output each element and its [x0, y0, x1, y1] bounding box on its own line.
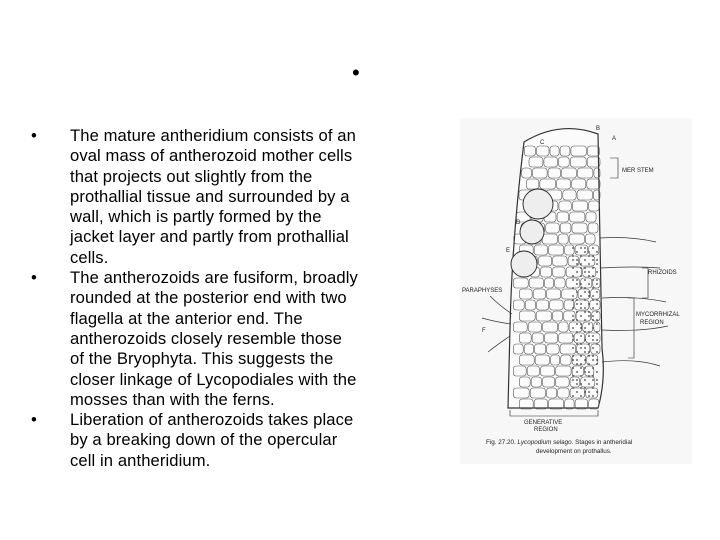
bullet-line: rounded at the posterior end with two — [70, 288, 347, 308]
fungal-dot — [588, 271, 590, 273]
fungal-dot — [584, 327, 586, 329]
fungal-dot — [580, 335, 582, 337]
bullet-line: oval mass of antherozoid mother cells — [70, 146, 353, 166]
fungal-dot — [588, 251, 590, 253]
fungal-dot — [580, 307, 582, 309]
bullet-item-antherozoids — [28, 268, 428, 410]
fungal-dot — [596, 283, 598, 285]
fungal-dot — [596, 299, 598, 301]
fungal-dot — [592, 379, 594, 381]
fungal-dot — [588, 283, 590, 285]
fungal-dot — [588, 295, 590, 297]
bullet-line: wall, which is partly formed by the — [70, 207, 322, 227]
bullet-line: The antherozoids are fusiform, broadly — [70, 268, 358, 288]
caption-species: Lycopodium selago. — [517, 439, 574, 446]
lycopodium-diagram — [460, 118, 692, 464]
antheridium-e — [511, 251, 537, 277]
fungal-dot — [572, 359, 574, 361]
fungal-dot — [576, 299, 578, 301]
fungal-dot — [584, 331, 586, 333]
bullet-line: antherozoids closely resemble those — [70, 328, 342, 348]
fungal-dot — [592, 279, 594, 281]
fungal-dot — [592, 275, 594, 277]
fungal-dot — [588, 335, 590, 337]
caption-prefix: Fig. 27.20. — [486, 439, 516, 446]
fungal-dot — [588, 291, 590, 293]
fungal-dot — [588, 323, 590, 325]
bullet-mark: • — [31, 410, 37, 430]
fungal-dot — [576, 283, 578, 285]
fungal-dot — [572, 315, 574, 317]
fungal-dot — [576, 311, 578, 313]
fungal-dot — [584, 267, 586, 269]
fungal-dot — [576, 323, 578, 325]
fungal-dot — [596, 291, 598, 293]
fungal-dot — [572, 387, 574, 389]
fungal-dot — [592, 307, 594, 309]
fungal-dot — [572, 355, 574, 357]
fungal-dot — [596, 331, 598, 333]
fungal-dot — [584, 387, 586, 389]
fungal-dot — [596, 363, 598, 365]
fungal-dot — [572, 379, 574, 381]
fungal-dot — [584, 287, 586, 289]
fungal-dot — [580, 355, 582, 357]
fungal-dot — [572, 327, 574, 329]
bullet-line: by a breaking down of the opercular — [70, 430, 338, 450]
fungal-dot — [596, 259, 598, 261]
fungal-dot — [580, 347, 582, 349]
letter-f: F — [482, 328, 486, 334]
fungal-dot — [572, 367, 574, 369]
bullet-line: that projects out slightly from the — [70, 166, 313, 186]
fungal-dot — [572, 275, 574, 277]
fungal-dot — [576, 359, 578, 361]
fungal-dot — [584, 367, 586, 369]
bullet-line: The mature antheridium consists of an — [70, 126, 356, 145]
bullet-item-liberation — [28, 410, 428, 471]
fungal-dot — [584, 291, 586, 293]
fungal-dot — [592, 355, 594, 357]
fungal-dot — [580, 263, 582, 265]
fungal-dot — [588, 303, 590, 305]
fungal-dot — [576, 339, 578, 341]
label-mycorrhizal-2: REGION — [640, 320, 664, 326]
bullet-line: closer linkage of Lycopodiales with the — [70, 369, 357, 389]
label-mycorrhizal-1: MYCORRHIZAL — [636, 312, 680, 318]
fungal-dot — [596, 251, 598, 253]
antheridium-c — [523, 189, 553, 219]
fungal-dot — [576, 271, 578, 273]
fungal-dot — [580, 303, 582, 305]
fungal-dot — [576, 383, 578, 385]
fungal-dot — [592, 359, 594, 361]
letter-a: A — [612, 136, 617, 142]
bullet-mark: • — [31, 268, 37, 288]
fungal-dot — [592, 367, 594, 369]
bullet-line: flagella at the anterior end. The — [70, 308, 303, 328]
fungal-dot — [584, 311, 586, 313]
fungal-dot — [584, 391, 586, 393]
caption-rest: Stages in antheridial — [575, 439, 633, 446]
fungal-dot — [584, 379, 586, 381]
bullet-line: prothallial tissue and surrounded by a — [70, 186, 350, 206]
fungal-dot — [584, 247, 586, 249]
fungal-dot — [580, 343, 582, 345]
fungal-dot — [580, 387, 582, 389]
fungal-dot — [596, 379, 598, 381]
fungal-dot — [596, 383, 598, 385]
fungal-dot — [572, 295, 574, 297]
fungal-dot — [576, 379, 578, 381]
fungal-dot — [572, 299, 574, 301]
fungal-dot — [580, 247, 582, 249]
fungal-dot — [596, 279, 598, 281]
fungal-dot — [576, 279, 578, 281]
fungal-dot — [572, 267, 574, 269]
figure-caption-line1 — [486, 439, 632, 446]
fungal-dot — [592, 319, 594, 321]
label-rhizoids: RHIZOIDS — [648, 270, 677, 276]
fungal-dot — [580, 275, 582, 277]
fungal-dot — [588, 311, 590, 313]
fungal-dot — [580, 295, 582, 297]
fungal-dot — [588, 395, 590, 397]
fungal-dot — [584, 271, 586, 273]
fungal-dot — [572, 347, 574, 349]
bullet-line: cells. — [70, 247, 109, 267]
fungal-dot — [596, 339, 598, 341]
label-generative-1: GENERATIVE — [524, 420, 563, 426]
fungal-dot — [580, 363, 582, 365]
fungal-dot — [596, 323, 598, 325]
fungal-dot — [576, 351, 578, 353]
bullet-line: mosses than with the ferns. — [70, 389, 275, 409]
fungal-dot — [592, 387, 594, 389]
fungal-dot — [588, 371, 590, 373]
bullet-item-antheridium — [28, 126, 428, 268]
fungal-dot — [588, 275, 590, 277]
fungal-dot — [592, 295, 594, 297]
fungal-dot — [576, 363, 578, 365]
fungal-dot — [572, 247, 574, 249]
slide-title-dot: • — [352, 60, 360, 85]
fungal-dot — [580, 383, 582, 385]
label-generative-2: REGION — [534, 427, 558, 433]
fungal-dot — [592, 247, 594, 249]
fungal-dot — [588, 331, 590, 333]
fungal-dot — [596, 263, 598, 265]
fungal-dot — [596, 271, 598, 273]
fungal-dot — [580, 375, 582, 377]
fungal-dot — [580, 283, 582, 285]
fungal-dot — [592, 259, 594, 261]
letter-e: E — [506, 248, 511, 254]
fungal-dot — [576, 391, 578, 393]
bullet-list — [28, 126, 428, 471]
fungal-dot — [588, 355, 590, 357]
fungal-dot — [572, 335, 574, 337]
fungal-dot — [592, 327, 594, 329]
fungal-dot — [572, 375, 574, 377]
fungal-dot — [572, 259, 574, 261]
letter-d: D — [516, 220, 521, 226]
fungal-dot — [592, 347, 594, 349]
fungal-dot — [584, 371, 586, 373]
fungal-dot — [592, 255, 594, 257]
fungal-dot — [580, 367, 582, 369]
fungal-dot — [584, 279, 586, 281]
bullet-line: jacket layer and partly from prothallial — [70, 227, 349, 247]
fungal-dot — [596, 391, 598, 393]
fungal-dot — [576, 303, 578, 305]
lycopodium-figure — [460, 118, 692, 464]
fungal-dot — [576, 343, 578, 345]
fungal-dot — [572, 307, 574, 309]
fungal-dot — [592, 335, 594, 337]
fungal-dot — [584, 299, 586, 301]
fungal-dot — [588, 263, 590, 265]
fungal-dot — [588, 343, 590, 345]
bullet-line: Liberation of antherozoids takes place — [70, 410, 354, 430]
fungal-dot — [584, 339, 586, 341]
fungal-dot — [584, 351, 586, 353]
fungal-dot — [584, 359, 586, 361]
fungal-dot — [596, 311, 598, 313]
fungal-dot — [596, 303, 598, 305]
fungal-dot — [584, 347, 586, 349]
fungal-dot — [588, 315, 590, 317]
fungal-dot — [580, 255, 582, 257]
fungal-dot — [572, 339, 574, 341]
fungal-dot — [576, 263, 578, 265]
fungal-dot — [588, 255, 590, 257]
fungal-dot — [572, 255, 574, 257]
label-paraphyses: PARAPHYSES — [462, 288, 503, 294]
figure-caption-line2: development on prothallus. — [536, 448, 612, 455]
fungal-dot — [576, 331, 578, 333]
fungal-dot — [580, 267, 582, 269]
label-meristem: MER STEM — [622, 168, 654, 174]
fungal-dot — [596, 343, 598, 345]
fungal-dot — [580, 287, 582, 289]
bullet-mark: • — [31, 126, 37, 145]
fungal-dot — [592, 267, 594, 269]
bullet-line: of the Bryophyta. This suggests the — [70, 349, 334, 369]
fungal-dot — [572, 319, 574, 321]
fungal-dot — [592, 375, 594, 377]
fungal-dot — [572, 287, 574, 289]
bullet-line: cell in antheridium. — [70, 450, 211, 470]
fungal-dot — [592, 395, 594, 397]
fungal-dot — [584, 259, 586, 261]
fungal-dot — [576, 251, 578, 253]
fungal-dot — [576, 319, 578, 321]
fungal-dot — [596, 351, 598, 353]
fungal-dot — [576, 259, 578, 261]
fungal-dot — [580, 315, 582, 317]
fungal-dot — [588, 383, 590, 385]
fungal-dot — [596, 371, 598, 373]
fungal-dot — [596, 359, 598, 361]
fungal-dot — [588, 391, 590, 393]
fungal-dot — [592, 299, 594, 301]
fungal-dot — [588, 375, 590, 377]
fungal-dot — [596, 319, 598, 321]
fungal-dot — [580, 323, 582, 325]
letter-b: B — [596, 126, 601, 132]
antheridium-d — [520, 220, 544, 244]
fungal-dot — [576, 291, 578, 293]
fungal-dot — [592, 287, 594, 289]
letter-c: C — [540, 140, 545, 146]
fungal-dot — [584, 307, 586, 309]
fungal-dot — [576, 371, 578, 373]
fungal-dot — [584, 319, 586, 321]
fungal-dot — [588, 363, 590, 365]
fungal-dot — [580, 395, 582, 397]
fungal-dot — [588, 351, 590, 353]
fungal-dot — [580, 327, 582, 329]
fungal-dot — [592, 315, 594, 317]
fungal-dot — [572, 395, 574, 397]
fungal-dot — [592, 339, 594, 341]
fungal-dot — [584, 251, 586, 253]
fungal-dot — [572, 279, 574, 281]
